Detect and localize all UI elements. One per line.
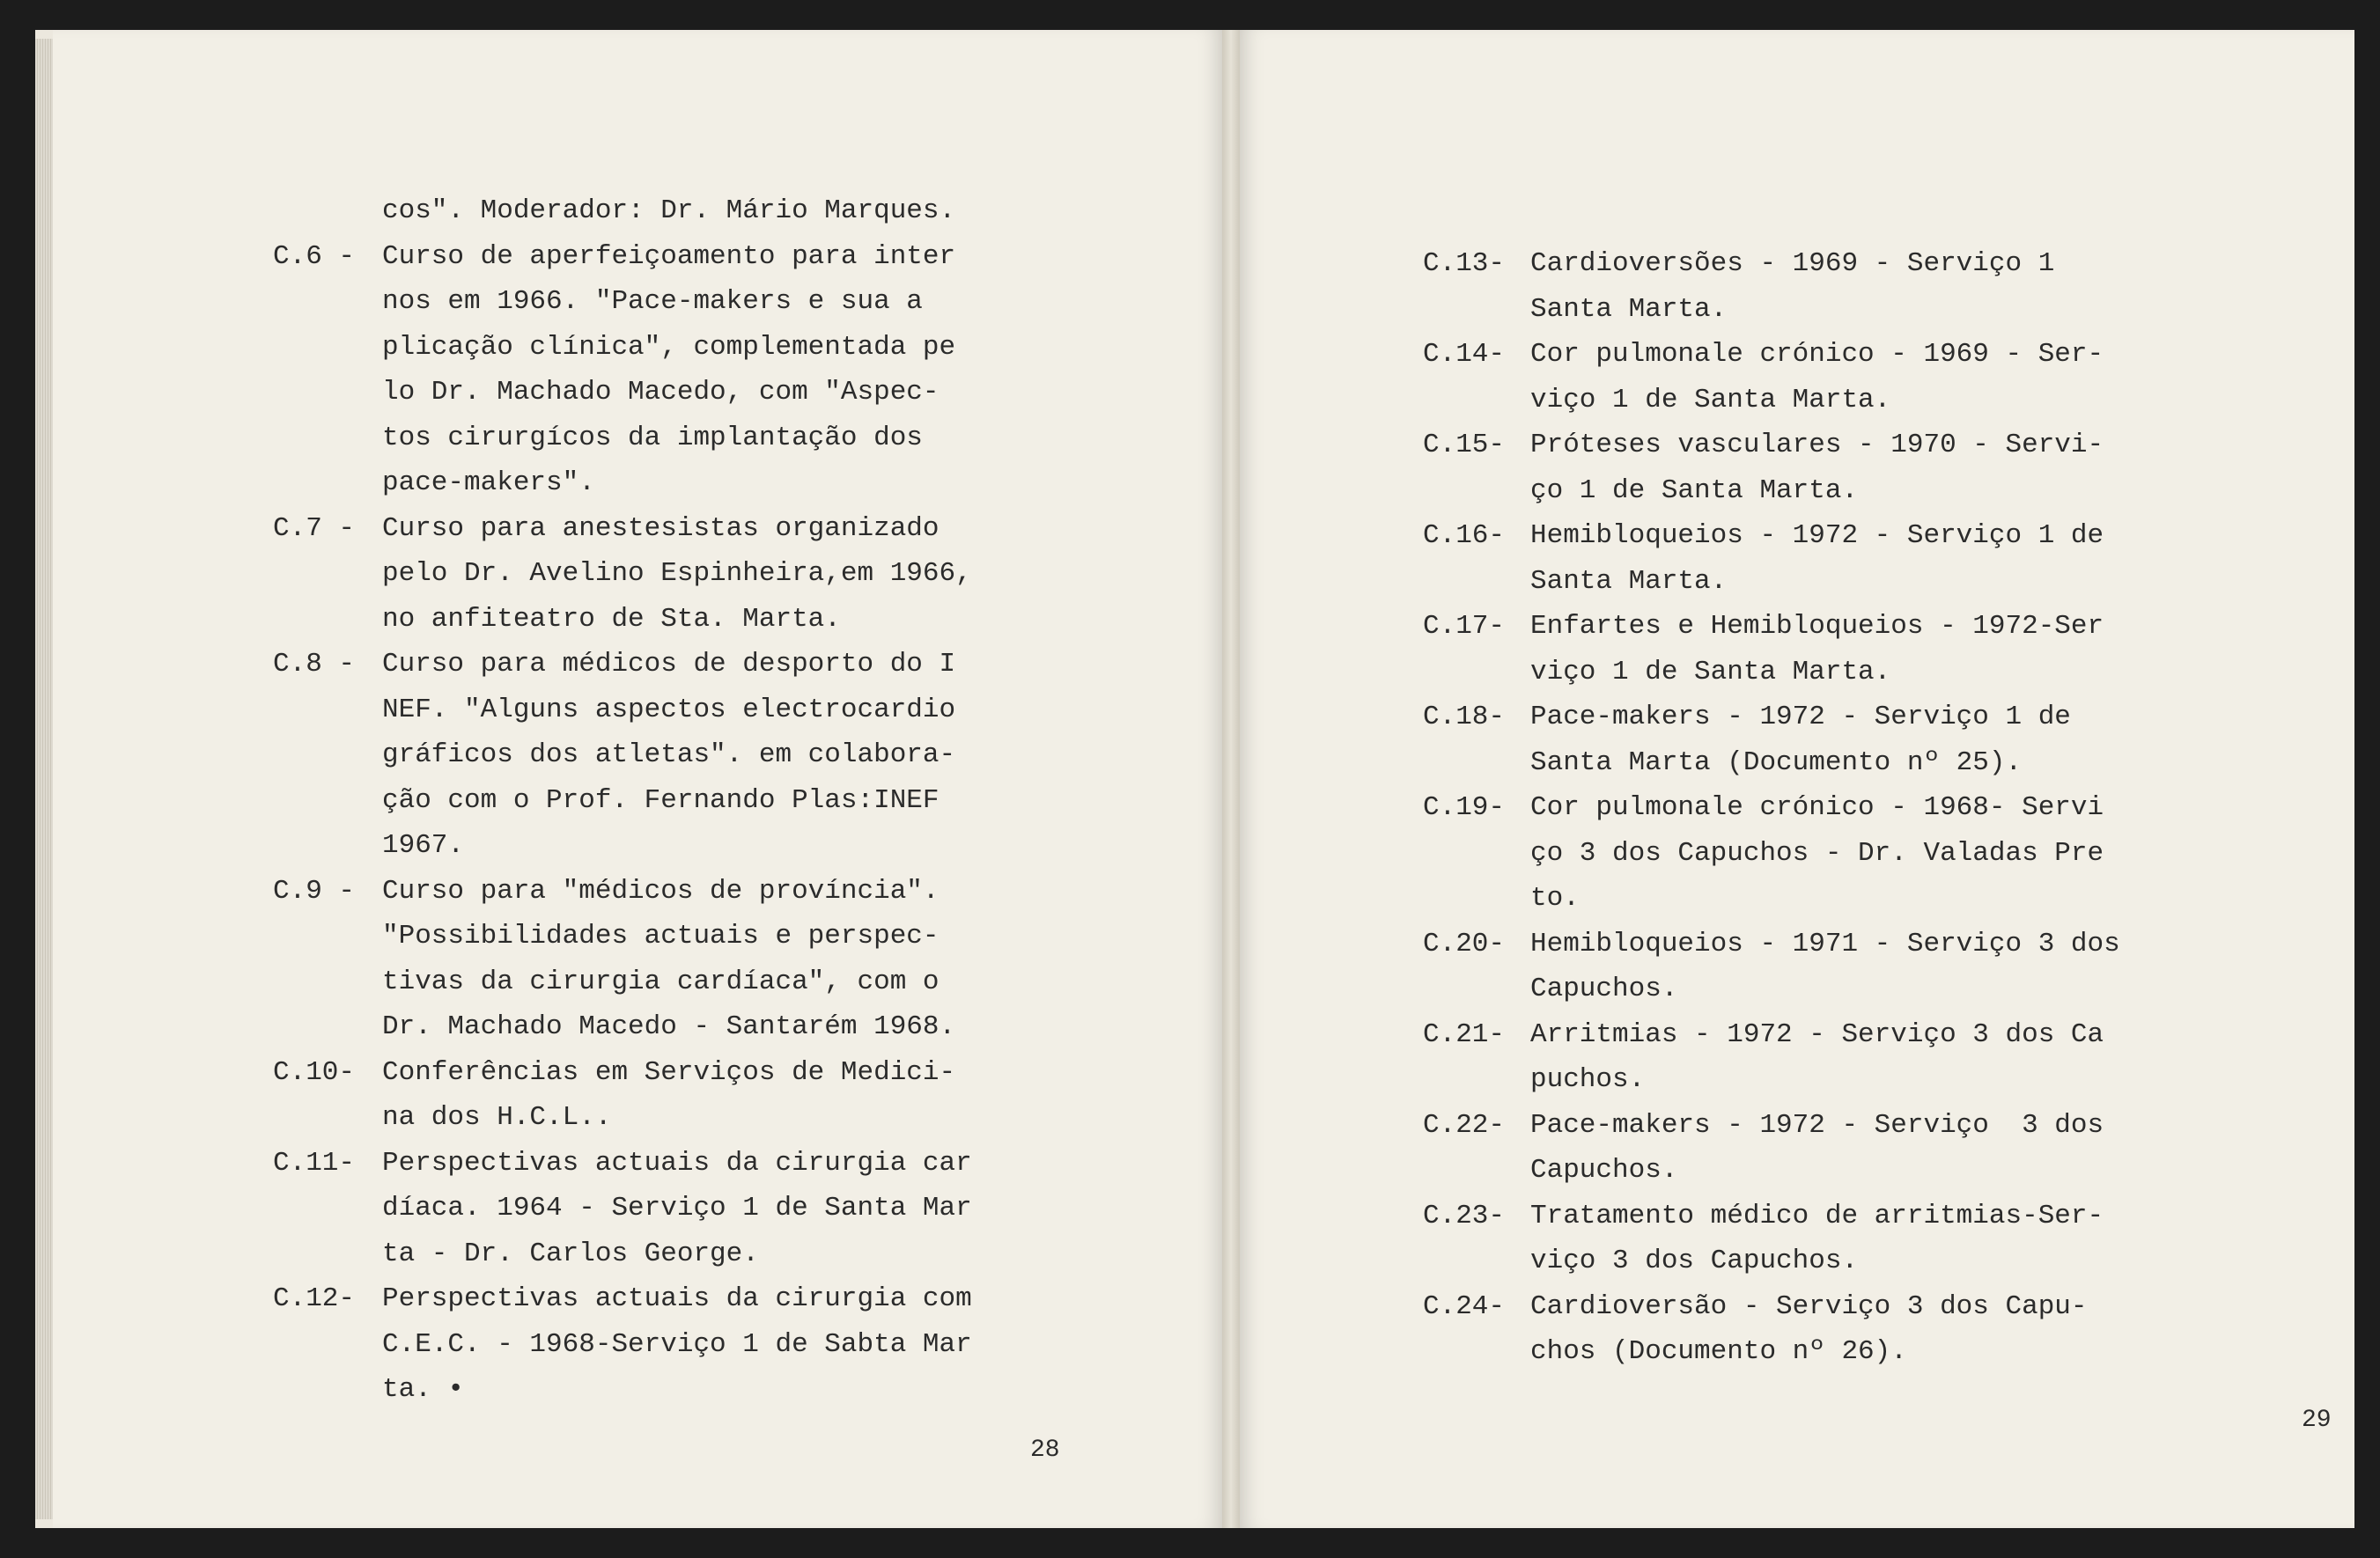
entry-text [1530,785,2120,922]
entry-text [1530,604,2120,694]
entry-text [1530,922,2120,1012]
page-number: 28 [1030,1437,1060,1464]
entry-line: Hemibloqueios - 1971 - Serviço 3 dos [1530,928,2120,959]
entry-line: Curso para médicos de desporto do I [382,649,956,680]
entry-line: chos (Documento nº 26). [1530,1336,1907,1367]
entry-line: viço 1 de Santa Marta. [1530,656,1891,687]
entry-line: lo Dr. Machado Macedo, com "Aspec- [382,377,939,408]
entry-text [1530,423,2120,513]
entry-text [382,1141,972,1277]
entry-text [382,1276,972,1413]
entry-text [1530,1012,2120,1103]
entry-line: Santa Marta (Documento nº 25). [1530,746,2023,778]
entry-line: Perspectivas actuais da cirurgia car [382,1147,972,1179]
entry-line: tos cirurgícos da implantação dos [382,422,923,453]
entry-line: Cor pulmonale crónico - 1968- Servi [1530,792,2104,823]
entry-label: C.9 - [273,875,356,907]
entry-line: Capuchos. [1530,974,1678,1004]
entry-label: C.17- [1423,611,1506,642]
right-page [1240,30,2354,1528]
entry-line: Pace-makers - 1972 - Serviço 1 de [1530,702,2071,732]
entry-line: "Possibilidades actuais e perspec- [382,921,939,952]
list-item [1423,513,2120,604]
entry-label: C.7 - [273,512,356,544]
entry-line: cos". Moderador: Dr. Mário Marques. [382,195,956,226]
entry-label: C.13- [1423,248,1506,279]
entry-label: C.23- [1423,1200,1506,1231]
entry-line: Cardioversão - Serviço 3 dos Capu- [1530,1290,2088,1322]
entry-text [382,642,972,869]
entry-line: Tratamento médico de arritmias-Ser- [1530,1200,2104,1231]
list-item [273,1050,972,1141]
entry-text [1530,1284,2120,1375]
list-item [273,1276,972,1413]
list-item [1423,604,2120,694]
list-item [1423,785,2120,922]
entry-line: Santa Marta. [1530,565,1728,597]
entry-line: Cor pulmonale crónico - 1969 - Ser- [1530,339,2104,370]
entry-label: C.12- [273,1283,356,1314]
entry-line: Capuchos. [1530,1155,1678,1186]
entry-line: Próteses vasculares - 1970 - Servi- [1530,430,2104,460]
entry-label: C.16- [1423,520,1506,551]
entry-line: NEF. "Alguns aspectos electrocardio [382,694,956,725]
entry-text [1530,1194,2120,1284]
entry-text [1530,241,2120,332]
entry-label: C.21- [1423,1018,1506,1050]
entry-line: díaca. 1964 - Serviço 1 de Santa Mar [382,1193,972,1224]
left-entry-list [273,234,972,1413]
list-item [1423,423,2120,513]
entry-line: no anfiteatro de Sta. Marta. [382,603,841,635]
continuation-entry [273,188,972,234]
list-item [1423,1103,2120,1194]
entry-label: C.18- [1423,702,1506,732]
entry-line: nos em 1966. "Pace-makers e sua a [382,286,923,317]
entry-label: C.20- [1423,928,1506,959]
entry-line: pelo Dr. Avelino Espinheira,em 1966, [382,558,972,589]
entry-line: pace-makers". [382,467,595,498]
book-gutter [1222,30,1240,1528]
entry-line: ção com o Prof. Fernando Plas:INEF [382,784,939,816]
list-item [1423,1284,2120,1375]
entry-line: Santa Marta. [1530,293,1728,325]
right-page-text [1423,241,2120,1375]
left-page-text [273,188,972,1413]
entry-line: Curso para anestesistas organizado [382,512,939,544]
entry-label: C.22- [1423,1109,1506,1141]
entry-line: Enfartes e Hemibloqueios - 1972-Ser [1530,611,2104,642]
entry-line: puchos. [1530,1064,1646,1095]
entry-text [382,506,972,643]
entry-line: ta. • [382,1374,465,1405]
list-item [1423,241,2120,332]
entry-text [382,869,972,1050]
entry-line: viço 1 de Santa Marta. [1530,384,1891,415]
entry-line: ço 1 de Santa Marta. [1530,474,1859,506]
entry-text [1530,332,2120,423]
list-item [273,234,972,506]
left-page [53,30,1222,1528]
entry-line: ço 3 dos Capuchos - Dr. Valadas Pre [1530,837,2104,869]
entry-line: ta - Dr. Carlos George. [382,1238,759,1269]
entry-label: C.6 - [273,240,356,272]
entry-line: Dr. Machado Macedo - Santarém 1968. [382,1011,956,1042]
entry-line: tivas da cirurgia cardíaca", com o [382,966,939,997]
entry-line: gráficos dos atletas". em colabora- [382,739,956,770]
entry-line: viço 3 dos Capuchos. [1530,1246,1859,1276]
entry-label: C.24- [1423,1290,1506,1322]
list-item [1423,1194,2120,1284]
entry-label: C.10- [273,1056,356,1088]
entry-text [1530,513,2120,604]
entry-line: Hemibloqueios - 1972 - Serviço 1 de [1530,520,2104,551]
entry-label: C.15- [1423,430,1506,460]
entry-label: C.11- [273,1147,356,1179]
entry-label: C.14- [1423,339,1506,370]
list-item [273,506,972,643]
entry-line: C.E.C. - 1968-Serviço 1 de Sabta Mar [382,1328,972,1360]
entry-text [382,1050,972,1141]
entry-line: plicação clínica", complementada pe [382,331,956,363]
entry-line: Pace-makers - 1972 - Serviço 3 dos [1530,1109,2104,1141]
list-item [273,642,972,869]
entry-label: C.19- [1423,792,1506,823]
book-spread [35,30,2354,1528]
list-item [273,1141,972,1277]
entry-line: 1967. [382,830,465,861]
entry-label: C.8 - [273,649,356,680]
entry-line: Curso para "médicos de província". [382,875,939,907]
entry-line: Arritmias - 1972 - Serviço 3 dos Ca [1530,1018,2104,1050]
entry-line: Curso de aperfeiçoamento para inter [382,240,956,272]
entry-line: na dos H.C.L.. [382,1102,612,1133]
entry-line: Cardioversões - 1969 - Serviço 1 [1530,248,2055,279]
list-item [1423,694,2120,785]
entry-line: Conferências em Serviços de Medici- [382,1056,956,1088]
entry-line: Perspectivas actuais da cirurgia com [382,1283,972,1314]
list-item [1423,332,2120,423]
entry-text [382,234,972,506]
list-item [1423,922,2120,1012]
entry-label [273,188,382,234]
list-item [1423,1012,2120,1103]
list-item [273,869,972,1050]
entry-text [1530,1103,2120,1194]
entry-text [1530,694,2120,785]
page-edges [35,39,53,1519]
entry-line: to. [1530,883,1580,914]
page-number: 29 [2302,1407,2332,1434]
